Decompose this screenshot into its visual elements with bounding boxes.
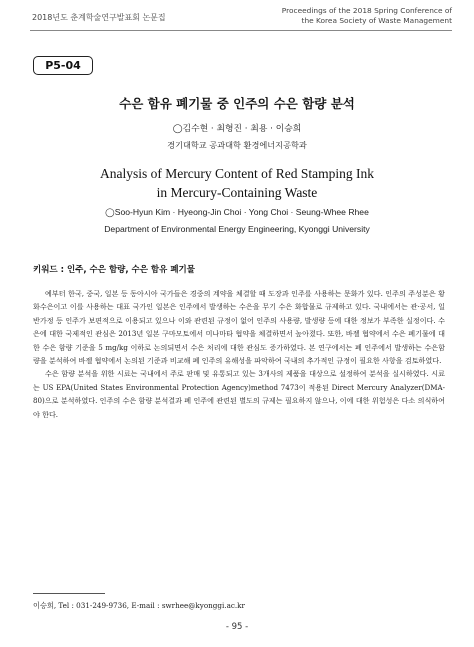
abstract-paragraph-2: 수은 함량 분석을 위한 시료는 국내에서 주로 판매 및 유통되고 있는 3개사의 제품을 대상으로 설정하여 분석을 실시하였다. 시료는 US EPA(United States Environmental Protection Agency)method 7473이 적용된 Direct Mercury Analyzer(DMA-80)으로 분석하였다. 인주의 수은 함량 분석결과 폐 인주에 관련된 별도의 규제는 필요하지 않으나, 이에 대한 위험성은 다소 의식하여야 한다. bbox=[33, 369, 445, 419]
proceedings-title-ko: 2018년도 춘계학술연구발표회 논문집 bbox=[32, 13, 166, 22]
authors-en: ◯Soo-Hyun Kim · Hyeong-Jin Choi · Yong Choi · Seung-Whee Rhee bbox=[105, 207, 369, 217]
proceedings-title-en-line2: the Korea Society of Waste Management bbox=[301, 15, 452, 25]
page-number: - 95 - bbox=[225, 622, 249, 632]
header-divider bbox=[30, 30, 452, 31]
proceedings-title-en bbox=[282, 6, 452, 25]
keywords: 키워드 : 인주, 수은 함량, 수은 함유 폐기물 bbox=[33, 265, 195, 275]
paper-title-en-line1: Analysis of Mercury Content of Red Stamping Ink bbox=[99, 166, 375, 181]
footnote-divider bbox=[33, 593, 105, 594]
abstract-paragraph-1: 예부터 한국, 중국, 일본 등 동아시아 국가들은 경중의 계약을 체결할 때 도장과 인주를 사용하는 문화가 있다. 인주의 주성분은 황화수은이고 이를 사용하는 대표 국가인 일본은 인주에서 발생하는 수은을 무기 수은 화합물로 규제하고 있다. 국내에서는 관·공서, 일반가정 등 인주가 보편적으로 이용되고 있으나 이와 관련된 규정이 없어 인주의 사용량, 발생량 등에 대한 정보가 부족한 실정이다. 수은에 대한 국제적인 관심은 2013년 일본 구마모토에서 미나마타 협약을 체결하면서 높아졌다. 또한, 바젤 협약에서 수은 폐기물에 대한 수은 함량 기준을 5 mg/kg 이하로 논의되면서 수은 처리에 대한 관심도 증가하였다. 본 연구에서는 폐 인주에서 발생하는 수은함량을 분석하여 바젤 협약에서 논의된 기준과 비교해 폐 인주의 유해성을 파악하여 국내의 추가적인 규정이 필요한 사항을 검토하였다. bbox=[33, 289, 445, 366]
proceedings-title-en-line1: Proceedings of the 2018 Spring Conference of bbox=[281, 6, 452, 15]
affiliation-ko: 경기대학교 공과대학 환경에너지공학과 bbox=[167, 140, 307, 150]
paper-code-badge: P5-04 bbox=[33, 56, 93, 75]
abstract-body bbox=[33, 287, 445, 421]
authors-ko: ◯김수현 · 최형진 · 최용 · 이승희 bbox=[172, 124, 302, 134]
affiliation-en: Department of Environmental Energy Engineering, Kyonggi University bbox=[104, 224, 370, 234]
corresponding-author-footnote: 이승희, Tel : 031-249-9736, E-mail : swrhee@kyonggi.ac.kr bbox=[33, 601, 245, 610]
paper-title-en bbox=[0, 164, 474, 202]
paper-title-ko: 수은 함유 폐기물 중 인주의 수은 함량 분석 bbox=[119, 96, 355, 111]
paper-title-en-line2: in Mercury-Containing Waste bbox=[156, 185, 318, 200]
